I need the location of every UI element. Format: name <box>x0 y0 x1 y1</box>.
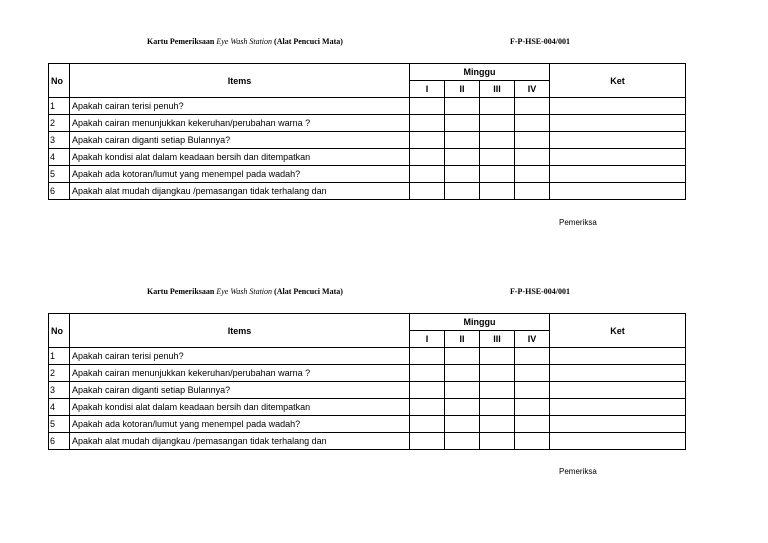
check-cell[interactable] <box>445 399 480 416</box>
table-row <box>49 132 686 149</box>
row-item: Apakah cairan diganti setiap Bulannya? <box>70 132 410 149</box>
row-no: 5 <box>49 416 70 433</box>
ket-cell[interactable] <box>550 98 686 115</box>
header-no: No <box>49 314 70 348</box>
table-row <box>49 98 686 115</box>
check-cell[interactable] <box>515 416 550 433</box>
row-item: Apakah ada kotoran/lumut yang menempel pada wadah? <box>70 416 410 433</box>
header-row <box>49 64 686 81</box>
check-cell[interactable] <box>445 416 480 433</box>
check-cell[interactable] <box>515 183 550 200</box>
title-suffix: (Alat Pencuci Mata) <box>274 37 343 46</box>
row-no: 4 <box>49 399 70 416</box>
ket-cell[interactable] <box>550 183 686 200</box>
check-cell[interactable] <box>480 149 515 166</box>
row-no: 5 <box>49 166 70 183</box>
header-row <box>49 314 686 331</box>
check-cell[interactable] <box>410 166 445 183</box>
table-row <box>49 348 686 365</box>
row-item: Apakah cairan menunjukkan kekeruhan/perubahan warna ? <box>70 365 410 382</box>
check-cell[interactable] <box>480 433 515 450</box>
table-row <box>49 416 686 433</box>
row-no: 3 <box>49 382 70 399</box>
row-item: Apakah cairan terisi penuh? <box>70 98 410 115</box>
check-cell[interactable] <box>410 348 445 365</box>
check-cell[interactable] <box>445 149 480 166</box>
checklist-table <box>48 313 686 450</box>
check-cell[interactable] <box>410 382 445 399</box>
check-cell[interactable] <box>445 166 480 183</box>
header-items: Items <box>70 314 410 348</box>
ket-cell[interactable] <box>550 416 686 433</box>
ket-cell[interactable] <box>550 399 686 416</box>
row-no: 4 <box>49 149 70 166</box>
title-italic: Eye Wash Station <box>216 37 273 46</box>
check-cell[interactable] <box>445 98 480 115</box>
header-minggu: Minggu <box>410 314 550 331</box>
check-cell[interactable] <box>515 166 550 183</box>
check-cell[interactable] <box>515 98 550 115</box>
row-no: 2 <box>49 365 70 382</box>
check-cell[interactable] <box>410 132 445 149</box>
week-1: I <box>410 81 445 98</box>
ket-cell[interactable] <box>550 166 686 183</box>
row-item: Apakah cairan diganti setiap Bulannya? <box>70 382 410 399</box>
row-item: Apakah ada kotoran/lumut yang menempel pada wadah? <box>70 166 410 183</box>
check-cell[interactable] <box>480 416 515 433</box>
check-cell[interactable] <box>515 149 550 166</box>
header-ket: Ket <box>550 64 686 98</box>
row-item: Apakah alat mudah dijangkau /pemasangan tidak terhalang dan <box>70 433 410 450</box>
ket-cell[interactable] <box>550 365 686 382</box>
check-cell[interactable] <box>410 416 445 433</box>
title-prefix: Kartu Pemeriksaan <box>147 37 215 46</box>
week-3: III <box>480 331 515 348</box>
check-cell[interactable] <box>515 115 550 132</box>
form-code: F-P-HSE-004/001 <box>510 287 570 296</box>
check-cell[interactable] <box>480 166 515 183</box>
check-cell[interactable] <box>480 132 515 149</box>
check-cell[interactable] <box>410 183 445 200</box>
checklist-table <box>48 63 686 200</box>
check-cell[interactable] <box>480 98 515 115</box>
row-item: Apakah cairan menunjukkan kekeruhan/perubahan warna ? <box>70 115 410 132</box>
check-cell[interactable] <box>445 433 480 450</box>
table-row <box>49 149 686 166</box>
row-item: Apakah alat mudah dijangkau /pemasangan tidak terhalang dan <box>70 183 410 200</box>
week-3: III <box>480 81 515 98</box>
check-cell[interactable] <box>515 132 550 149</box>
row-item: Apakah kondisi alat dalam keadaan bersih dan ditempatkan <box>70 399 410 416</box>
check-cell[interactable] <box>445 365 480 382</box>
table-row <box>49 115 686 132</box>
header-no: No <box>49 64 70 98</box>
check-cell[interactable] <box>445 183 480 200</box>
row-no: 1 <box>49 348 70 365</box>
check-cell[interactable] <box>480 348 515 365</box>
check-cell[interactable] <box>480 115 515 132</box>
row-no: 6 <box>49 183 70 200</box>
check-cell[interactable] <box>445 382 480 399</box>
header-ket: Ket <box>550 314 686 348</box>
check-cell[interactable] <box>515 348 550 365</box>
header-items: Items <box>70 64 410 98</box>
check-cell[interactable] <box>480 183 515 200</box>
title-suffix: (Alat Pencuci Mata) <box>274 287 343 296</box>
check-cell[interactable] <box>410 399 445 416</box>
week-2: II <box>445 331 480 348</box>
ket-cell[interactable] <box>550 115 686 132</box>
ket-cell[interactable] <box>550 382 686 399</box>
check-cell[interactable] <box>410 433 445 450</box>
check-cell[interactable] <box>515 399 550 416</box>
week-4: IV <box>515 81 550 98</box>
form-code: F-P-HSE-004/001 <box>510 37 570 46</box>
check-cell[interactable] <box>480 399 515 416</box>
week-1: I <box>410 331 445 348</box>
ket-cell[interactable] <box>550 348 686 365</box>
check-cell[interactable] <box>480 382 515 399</box>
header-minggu: Minggu <box>410 64 550 81</box>
card-title <box>147 287 343 296</box>
table-row <box>49 399 686 416</box>
check-cell[interactable] <box>445 115 480 132</box>
check-cell[interactable] <box>445 348 480 365</box>
row-no: 3 <box>49 132 70 149</box>
ket-cell[interactable] <box>550 149 686 166</box>
table-row <box>49 365 686 382</box>
row-no: 2 <box>49 115 70 132</box>
check-cell[interactable] <box>480 365 515 382</box>
check-cell[interactable] <box>410 149 445 166</box>
row-no: 6 <box>49 433 70 450</box>
check-cell[interactable] <box>515 382 550 399</box>
row-item: Apakah kondisi alat dalam keadaan bersih dan ditempatkan <box>70 149 410 166</box>
title-prefix: Kartu Pemeriksaan <box>147 287 215 296</box>
row-item: Apakah cairan terisi penuh? <box>70 348 410 365</box>
card-title <box>147 37 343 46</box>
ket-cell[interactable] <box>550 132 686 149</box>
ket-cell[interactable] <box>550 433 686 450</box>
week-4: IV <box>515 331 550 348</box>
week-2: II <box>445 81 480 98</box>
check-cell[interactable] <box>410 115 445 132</box>
check-cell[interactable] <box>445 132 480 149</box>
inspector-label: Pemeriksa <box>559 467 597 476</box>
table-row <box>49 166 686 183</box>
inspector-label: Pemeriksa <box>559 218 597 227</box>
check-cell[interactable] <box>410 98 445 115</box>
check-cell[interactable] <box>515 433 550 450</box>
table-row <box>49 183 686 200</box>
table-row <box>49 382 686 399</box>
check-cell[interactable] <box>515 365 550 382</box>
check-cell[interactable] <box>410 365 445 382</box>
table-row <box>49 433 686 450</box>
row-no: 1 <box>49 98 70 115</box>
title-italic: Eye Wash Station <box>216 287 273 296</box>
